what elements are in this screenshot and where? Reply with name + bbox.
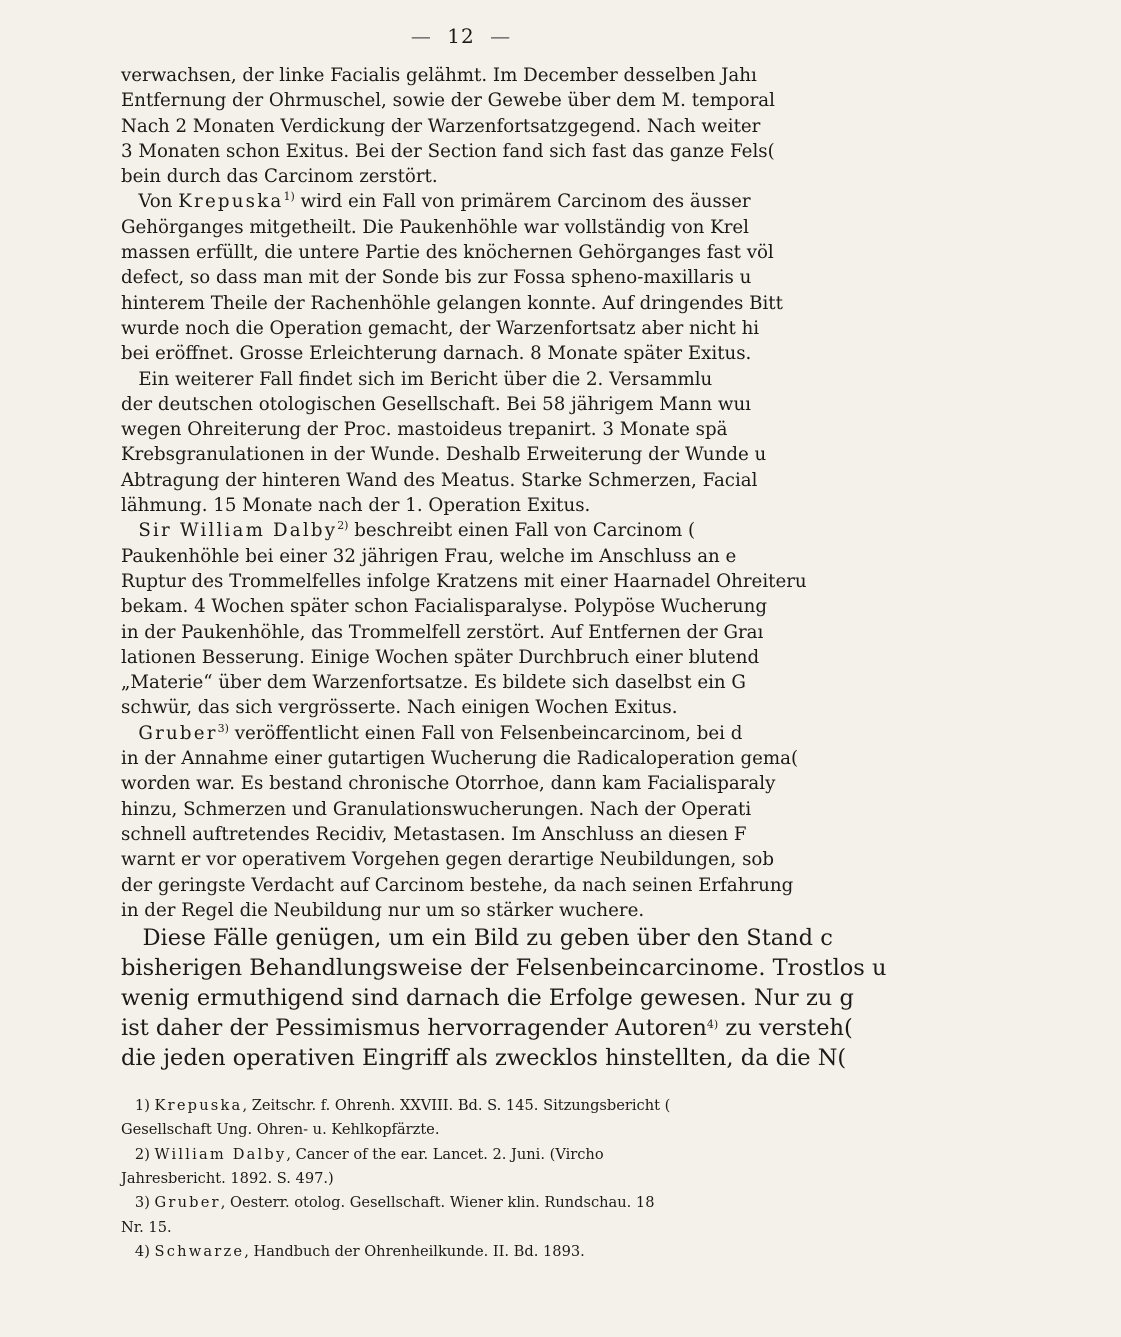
text-run: wird ein Fall von primärem Carcinom des äusser <box>294 191 751 213</box>
text-line: schwür, das sich vergrösserte. Nach einigen Wochen Exitus. <box>121 697 678 719</box>
text-line: „Materie“ über dem Warzenfortsatze. Es bildete sich daselbst ein G <box>121 672 746 694</box>
text-line: verwachsen, der linke Facialis gelähmt. Im December desselben Jahı <box>121 65 757 86</box>
text-line: Abtragung der hinteren Wand des Meatus. Starke Schmerzen, Facial <box>121 469 758 491</box>
footnote <box>121 1094 800 1118</box>
footnote-author: William Dalby <box>154 1145 287 1163</box>
text-line <box>121 518 1121 543</box>
text-line: wenig ermuthigend sind darnach die Erfolge gewesen. Nur zu g <box>121 985 854 1012</box>
text-line: Paukenhöhle bei einer 32 jährigen Frau, welche im Anschluss an e <box>121 545 737 567</box>
paragraph <box>121 189 1121 366</box>
footnote-continuation: Gesellschaft Ung. Ohren- u. Kehlkopfärzte. <box>121 1121 440 1139</box>
footnote <box>121 1240 800 1264</box>
footnote-ref[interactable]: 2) <box>337 519 349 533</box>
page-number-dash-left: — <box>410 24 432 48</box>
footnote-author: Schwarze <box>154 1242 245 1260</box>
author-name: Sir William Dalby <box>138 520 338 542</box>
footnote-continuation: Nr. 15. <box>121 1218 172 1236</box>
footnote <box>121 1191 800 1215</box>
text-run: Ein weiterer Fall findet sich im Bericht über die 2. Versammlu <box>138 368 713 390</box>
author-name: Krepuska <box>178 191 284 213</box>
text-line: in der Paukenhöhle, das Trommelfell zerstört. Auf Entfernen der Graı <box>121 621 764 643</box>
footnote-text: , Cancer of the ear. Lancet. 2. Juni. (Vircho <box>286 1145 604 1163</box>
footnote-author: Gruber <box>154 1194 221 1212</box>
footnote-number: 4) <box>134 1242 150 1260</box>
text-line: defect, so dass man mit der Sonde bis zur Fossa spheno-maxillaris u <box>121 267 752 289</box>
text-line: warnt er vor operativem Vorgehen gegen derartige Neubildungen, sob <box>121 849 775 871</box>
text-line: lationen Besserung. Einige Wochen später Durchbruch einer blutend <box>121 646 760 668</box>
text-run: Diese Fälle genügen, um ein Bild zu geben über den Stand c <box>142 925 833 952</box>
text-line: Nach 2 Monaten Verdickung der Warzenfortsatzgegend. Nach weiter <box>121 115 761 137</box>
text-line: in der Annahme einer gutartigen Wucherung die Radicaloperation gema( <box>121 748 799 770</box>
text-line: Von Krepuska$^{1)}$ wird ein Fall von primärem Carcinom des äusser <box>121 190 751 213</box>
text-line: der geringste Verdacht auf Carcinom bestehe, da nach seinen Erfahrung <box>121 874 794 896</box>
text-line: schnell auftretendes Recidiv, Metastasen. Im Anschluss an diesen F <box>121 823 747 845</box>
text-line <box>121 721 1121 746</box>
text-line <box>121 367 1121 392</box>
paragraph <box>121 518 1121 720</box>
text-line: bisherigen Behandlungsweise der Felsenbeincarcinome. Trostlos u <box>121 955 887 982</box>
text-line <box>121 1013 1121 1043</box>
text-line <box>121 923 1121 953</box>
footnote-author: Krepuska <box>154 1097 243 1115</box>
text-line: bein durch das Carcinom zerstört. <box>121 166 438 188</box>
footnote-continuation: Jahresbericht. 1892. S. 497.) <box>121 1169 334 1187</box>
text-line: massen erfüllt, die untere Partie des knöchernen Gehörganges fast völ <box>121 242 774 264</box>
footnote-text: , Zeitschr. f. Ohrenh. XXVIII. Bd. S. 145. Sitzungsbericht ( <box>242 1097 671 1115</box>
page-number <box>121 24 801 48</box>
text-line: Ruptur des Trommelfelles infolge Kratzens mit einer Haarnadel Ohreiteru <box>121 570 807 592</box>
footnote-text: , Oesterr. otolog. Gesellschaft. Wiener klin. Rundschau. 18 <box>220 1194 655 1212</box>
text-run: veröffentlicht einen Fall von Felsenbeincarcinom, bei d <box>228 722 743 744</box>
text-run: zu versteh( <box>718 1015 853 1042</box>
body-text <box>121 63 1121 1073</box>
footnotes <box>121 1094 800 1264</box>
footnote-number: 2) <box>134 1145 150 1163</box>
footnote <box>121 1143 800 1167</box>
author-name: Gruber <box>138 722 218 744</box>
paragraph <box>121 63 1121 189</box>
page-number-dash-right: — <box>490 24 512 48</box>
text-line: wurde noch die Operation gemacht, der Warzenfortsatz aber nicht hi <box>121 317 760 339</box>
text-line: die jeden operativen Eingriff als zwecklos hinstellten, da die N( <box>121 1045 847 1072</box>
text-line: in der Regel die Neubildung nur um so stärker wuchere. <box>121 899 645 921</box>
text-line: hinterem Theile der Rachenhöhle gelangen konnte. Auf dringendes Bitt <box>121 292 783 314</box>
text-run: ist daher der Pessimismus hervorragender Autoren <box>121 1015 707 1042</box>
text-line: lähmung. 15 Monate nach der 1. Operation Exitus. <box>121 495 591 517</box>
paragraph <box>121 721 1121 923</box>
footnote-number: 3) <box>134 1194 150 1212</box>
footnote-number: 1) <box>134 1097 150 1115</box>
text-line: der deutschen otologischen Gesellschaft. Bei 58 jährigem Mann wuı <box>121 393 751 415</box>
text-line: Gehörganges mitgetheilt. Die Paukenhöhle war vollständig von Krel <box>121 216 750 238</box>
footnote-ref[interactable]: 3) <box>217 721 229 735</box>
text-line: wegen Ohreiterung der Proc. mastoideus trepanirt. 3 Monate spä <box>121 419 728 441</box>
text-line: hinzu, Schmerzen und Granulationswucherungen. Nach der Operati <box>121 798 752 820</box>
text-line: Krebsgranulationen in der Wunde. Deshalb Erweiterung der Wunde u <box>121 444 767 466</box>
paragraph <box>121 367 1121 519</box>
text-line: Entfernung der Ohrmuschel, sowie der Gewebe über dem M. temporal <box>121 90 775 112</box>
text-line: bekam. 4 Wochen später schon Facialisparalyse. Polypöse Wucherung <box>121 596 767 618</box>
footnote-ref[interactable]: 4) <box>706 1018 719 1032</box>
text-line: bei eröffnet. Grosse Erleichterung darnach. 8 Monate später Exitus. <box>121 343 752 365</box>
page-number-value: 12 <box>447 24 475 48</box>
paragraph-summary <box>121 923 1121 1073</box>
footnote-text: , Handbuch der Ohrenheilkunde. II. Bd. 1893. <box>244 1242 585 1260</box>
text-run: beschreibt einen Fall von Carcinom ( <box>348 520 696 542</box>
footnote-ref[interactable]: 1) <box>283 190 295 204</box>
text-line: 3 Monaten schon Exitus. Bei der Section fand sich fast das ganze Fels( <box>121 140 775 162</box>
text-line: worden war. Es bestand chronische Otorrhoe, dann kam Facialisparaly <box>121 773 776 795</box>
